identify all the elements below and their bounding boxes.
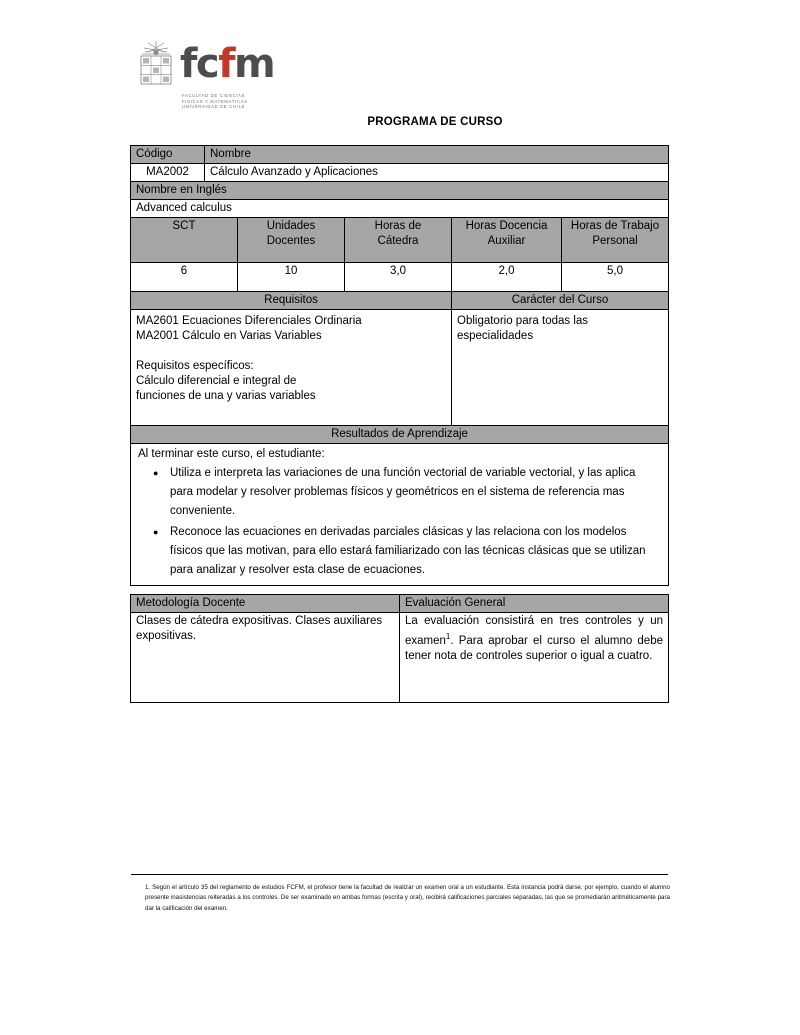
- wordmark-m: m: [234, 41, 275, 87]
- header-sct: SCT: [131, 218, 238, 263]
- list-item: ● Reconoce las ecuaciones en derivadas parciales clásicas y las relaciona con los modelos físicos que las motivan, para ello estará familiarizado con las técnicas clásicas que se utilizan para analizar y resolver esta clase de ecuaciones.: [170, 523, 663, 580]
- header-caracter-curso: Carácter del Curso: [452, 292, 669, 310]
- requisito-line-1: MA2601 Ecuaciones Diferenciales Ordinaria: [136, 315, 362, 327]
- header-horas-catedra-line-2: Cátedra: [377, 235, 419, 247]
- header-horas-trabajo-personal-line-2: Personal: [592, 235, 638, 247]
- value-sct: 6: [131, 263, 238, 292]
- table-row-requisitos-values: [131, 310, 669, 426]
- table-row-methodology-headers: [131, 595, 669, 613]
- header-unidades-docentes-line-1: Unidades: [266, 220, 316, 232]
- header-evaluacion-general: Evaluación General: [400, 595, 669, 613]
- fcfm-wordmark: [180, 41, 275, 87]
- table-row-credit-headers: [131, 218, 669, 263]
- value-unidades-docentes: 10: [238, 263, 345, 292]
- header-codigo: Código: [131, 146, 205, 164]
- value-nombre-ingles: Advanced calculus: [131, 200, 669, 218]
- header-nombre: Nombre: [205, 146, 669, 164]
- requisitos-especificos-line-2: funciones de una y varias variables: [136, 390, 316, 402]
- value-nombre: Cálculo Avanzado y Aplicaciones: [205, 164, 669, 182]
- header-requisitos: Requisitos: [131, 292, 452, 310]
- value-evaluacion-general: [400, 613, 669, 703]
- header-horas-docencia-auxiliar-line-2: Auxiliar: [487, 235, 526, 247]
- caracter-line-1: Obligatorio para todas las: [457, 315, 589, 327]
- course-program-table: [130, 145, 669, 586]
- caracter-line-2: especialidades: [457, 330, 534, 342]
- header-unidades-docentes: [238, 218, 345, 263]
- wordmark-fc: fc: [180, 41, 219, 87]
- value-codigo: MA2002: [131, 164, 205, 182]
- table-row-english-name-value: [131, 200, 669, 218]
- value-requisitos: [131, 310, 452, 426]
- header-horas-trabajo-personal-line-1: Horas de Trabajo: [570, 220, 660, 232]
- logo-subtitle-line-1: FACULTAD DE CIENCIAS: [182, 93, 246, 98]
- value-horas-catedra: 3,0: [345, 263, 452, 292]
- footnote-marker: 1: [445, 632, 451, 641]
- page-title-text: PROGRAMA DE CURSO: [367, 116, 503, 128]
- page-title: [0, 116, 800, 128]
- value-horas-trabajo-personal: 5,0: [562, 263, 669, 292]
- requisitos-spacer: [136, 344, 446, 359]
- table-row-code-name-values: [131, 164, 669, 182]
- header-horas-docencia-auxiliar-line-1: Horas Docencia: [465, 220, 548, 232]
- table-row-resultados-header: [131, 426, 669, 444]
- header-horas-catedra: [345, 218, 452, 263]
- logo-subtitle-line-3: UNIVERSIDAD DE CHILE: [182, 104, 246, 110]
- header-horas-catedra-line-1: Horas de: [374, 220, 422, 232]
- header-nombre-ingles: Nombre en Inglés: [131, 182, 669, 200]
- list-item: ● Utiliza e interpreta las variaciones de una función vectorial de variable vectorial, y las aplica para modelar y resolver problemas físicos y geométricos en el sistema de referencia mas conveniente.: [170, 464, 663, 521]
- fcfm-logo-subtitle: [182, 93, 248, 110]
- logo-subtitle-line-2: FISICAS Y MATEMATICAS: [182, 98, 248, 104]
- evaluacion-text-before-footnote: La evaluación consistirá en tres controles y un examen: [405, 615, 663, 647]
- evaluacion-text-after-footnote: . Para aprobar el curso el alumno debe tener nota de controles superior o igual a cuatro.: [405, 634, 663, 662]
- table-row-english-name-header: [131, 182, 669, 200]
- requisito-line-2: MA2001 Cálculo en Varias Variables: [136, 330, 322, 342]
- value-metodologia-docente: Clases de cátedra expositivas. Clases auxiliares expositivas.: [131, 613, 400, 703]
- value-resultados-aprendizaje: [131, 444, 669, 586]
- universidad-de-chile-crest-icon: [136, 40, 176, 86]
- value-caracter-curso: [452, 310, 669, 426]
- resultados-intro: Al terminar este curso, el estudiante:: [138, 448, 325, 460]
- methodology-evaluation-table: [130, 594, 669, 703]
- wordmark-f-red: f: [218, 41, 235, 87]
- table-row-code-name-headers: [131, 146, 669, 164]
- value-horas-docencia-auxiliar: 2,0: [452, 263, 562, 292]
- table-row-credit-values: [131, 263, 669, 292]
- fcfm-logo: [136, 38, 275, 116]
- requisitos-especificos-line-1: Cálculo diferencial e integral de: [136, 375, 297, 387]
- header-resultados-aprendizaje: Resultados de Aprendizaje: [131, 426, 669, 444]
- header-metodologia-docente: Metodología Docente: [131, 595, 400, 613]
- table-row-requisitos-headers: [131, 292, 669, 310]
- table-row-resultados-body: [131, 444, 669, 586]
- header-horas-docencia-auxiliar: [452, 218, 562, 263]
- table-row-methodology-values: [131, 613, 669, 703]
- resultados-list: [136, 464, 663, 580]
- footnote-separator: [131, 874, 668, 875]
- requisitos-especificos-label: Requisitos específicos:: [136, 360, 254, 372]
- header-horas-trabajo-personal: [562, 218, 669, 263]
- footnote-text: 1. Según el artículo 35 del reglamento de estudios FCFM, el profesor tiene la facultad de realizar un examen oral a un estudiante. Esta instancia podrá darse, por ejemplo, cuando el alumno presente inasistencias reiteradas a los controles. De ser examinado en ambas formas (escrita y oral), recibirá calificaciones parciales separadas, las que se promediarán aritméticamente para dar la calificación del examen.: [145, 884, 670, 912]
- header-unidades-docentes-line-2: Docentes: [266, 235, 316, 247]
